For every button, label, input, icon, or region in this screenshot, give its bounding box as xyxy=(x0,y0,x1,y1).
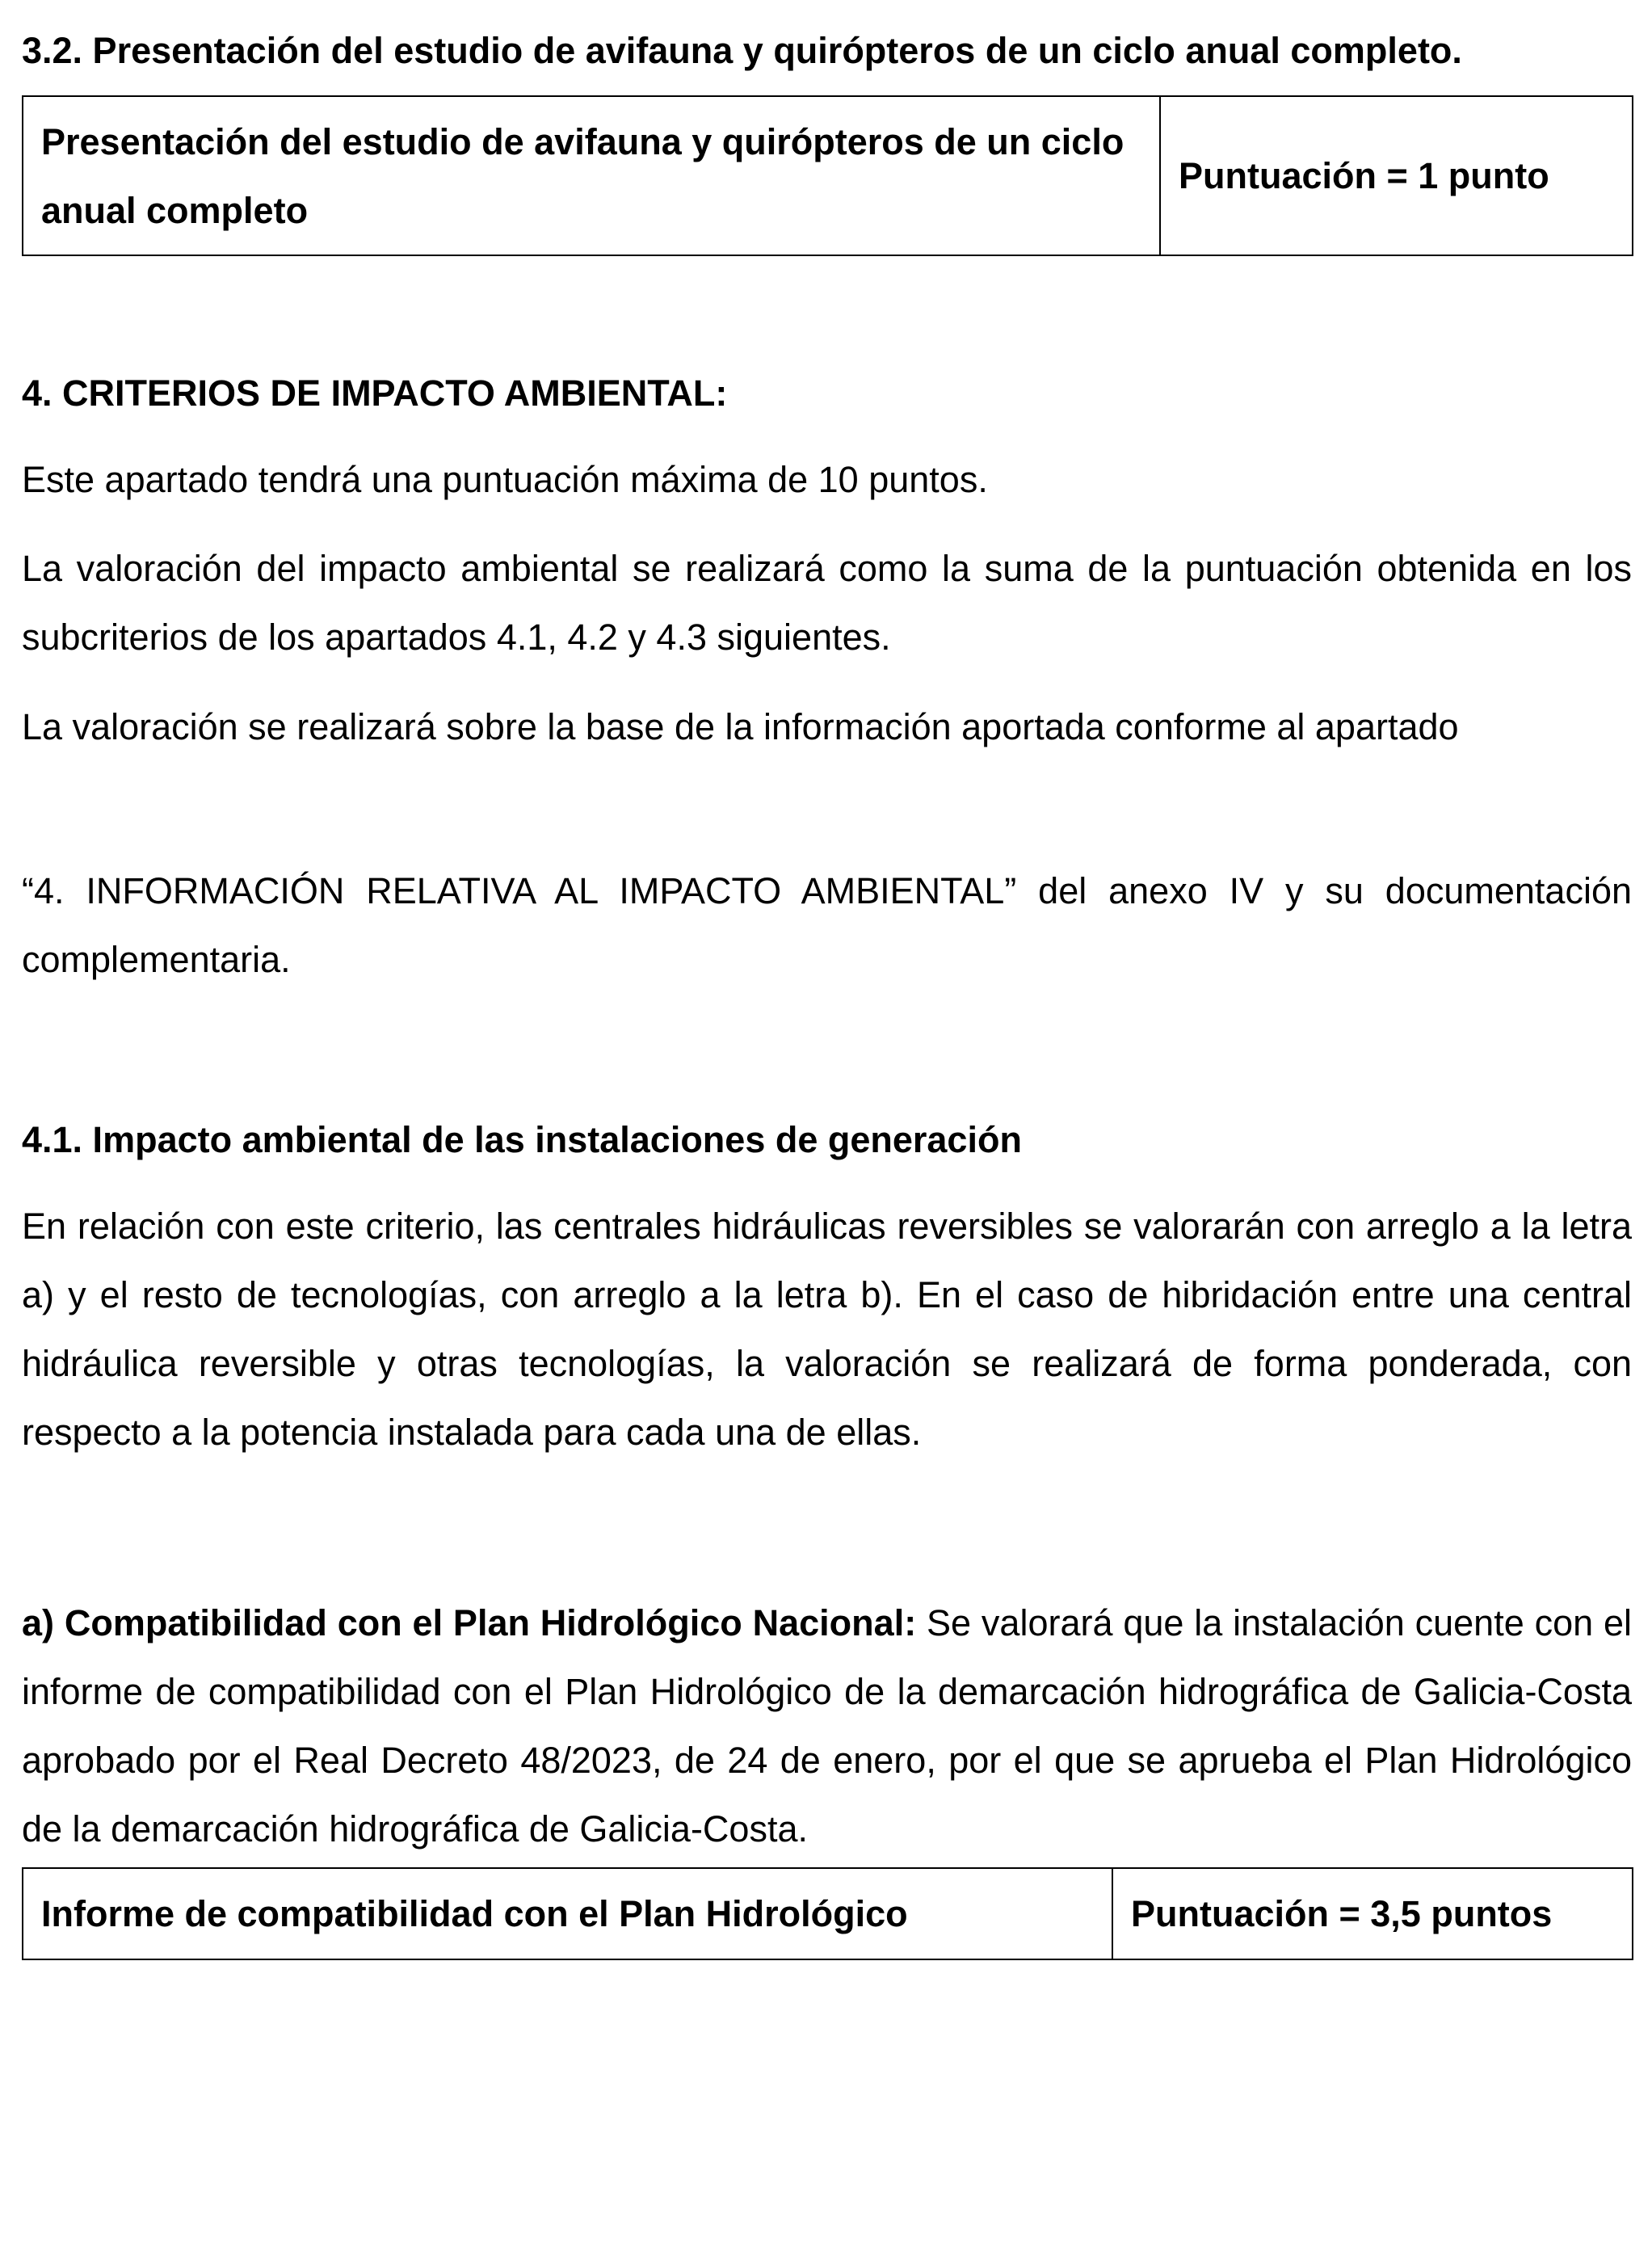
criteria-table-avifauna xyxy=(22,95,1633,256)
paragraph: “4. INFORMACIÓN RELATIVA AL IMPACTO AMBIENTAL” del anexo IV y su documentación complementaria. xyxy=(22,870,1632,980)
section-4-heading: 4. CRITERIOS DE IMPACTO AMBIENTAL: xyxy=(22,372,728,414)
paragraph: En relación con este criterio, las centrales hidráulicas reversibles se valorarán con arreglo a la letra a) y el resto de tecnologías, con arreglo a la letra b). En el caso de hibridación entre una central hidráulica reversible y otras tecnologías, la valoración se realizará de forma ponderada, con respecto a la potencia instalada para cada una de ellas. xyxy=(22,1206,1632,1453)
criterion-cell: Presentación del estudio de avifauna y quirópteros de un ciclo anual completo xyxy=(23,96,1160,255)
score-cell: Puntuación = 3,5 puntos xyxy=(1112,1868,1633,1959)
paragraph-a xyxy=(22,1589,1632,1863)
paragraph: La valoración del impacto ambiental se realizará como la suma de la puntuación obtenida en los subcriterios de los apartados 4.1, 4.2 y 4.3 siguientes. xyxy=(22,548,1632,658)
table-row xyxy=(23,1868,1633,1959)
subcriterion-a-text: Se valorará que la instalación cuente con el informe de compatibilidad con el Plan Hidrológico de la demarcación hidrográfica de Galicia-Costa aprobado por el Real Decreto 48/2023, de 24 de enero, por el que se aprueba el Plan Hidrológico de la demarcación hidrográfica de Galicia-Costa. xyxy=(22,1602,1632,1850)
table-row xyxy=(23,96,1633,255)
section-3-2-heading: 3.2. Presentación del estudio de avifauna y quirópteros de un ciclo anual completo. xyxy=(22,30,1462,71)
paragraph: Este apartado tendrá una puntuación máxima de 10 puntos. xyxy=(22,459,988,500)
criteria-table-hydrological xyxy=(22,1867,1633,1960)
criterion-cell: Informe de compatibilidad con el Plan Hidrológico xyxy=(23,1868,1112,1959)
paragraph: La valoración se realizará sobre la base de la información aportada conforme al apartado xyxy=(22,706,1459,747)
score-cell: Puntuación = 1 punto xyxy=(1160,96,1633,255)
subcriterion-a-label: a) Compatibilidad con el Plan Hidrológico Nacional: xyxy=(22,1602,917,1643)
section-4-1-heading: 4.1. Impacto ambiental de las instalaciones de generación xyxy=(22,1119,1022,1160)
